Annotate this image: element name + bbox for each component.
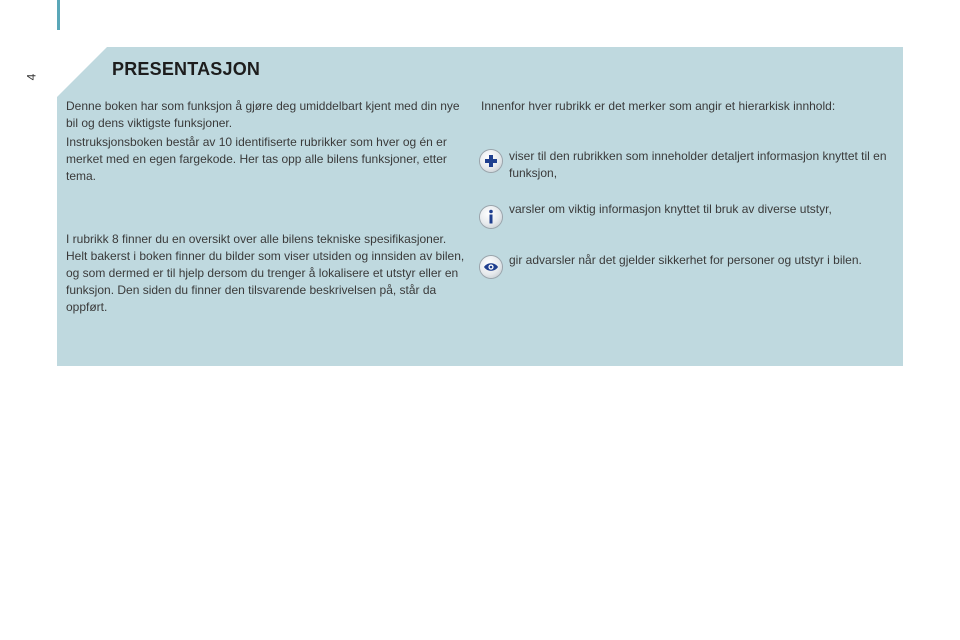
info-icon [480, 206, 502, 228]
specs-paragraph: I rubrikk 8 finner du en oversikt over alle bilens tekniske spesifikasjoner. Helt bakerst i boken finner du bilder som viser utsiden og innsiden av bilen, og som dermed er til hjelp dersom du trenger å lokalisere et utstyr eller en funksjon. Den siden du finner den tilsvarende beskrivelsen på, står da oppført. [66, 232, 465, 314]
legend-item-plus: viser til den rubrikken som inneholder detaljert informasjon knyttet til en funksjon, [509, 149, 887, 180]
plus-icon [480, 150, 502, 172]
page-number: 4 [24, 73, 39, 81]
section-tab-marker [57, 0, 60, 30]
hierarchy-intro: Innenfor hver rubrikk er det merker som angir et hierarkisk innhold: [481, 99, 836, 113]
page-title: PRESENTASJON [112, 59, 261, 79]
intro-paragraph: Denne boken har som funksjon å gjøre deg umiddelbart kjent med din nye bil og dens viktigste funksjoner. [66, 99, 460, 130]
legend-item-info: varsler om viktig informasjon knyttet til bruk av diverse utstyr, [509, 202, 832, 216]
sections-paragraph: Instruksjonsboken består av 10 identifiserte rubrikker som hver og én er merket med en egen fargekode. Her tas opp alle bilens funksjoner, etter tema. [66, 135, 447, 183]
legend-item-eye: gir advarsler når det gjelder sikkerhet for personer og utstyr i bilen. [509, 253, 862, 267]
eye-icon [480, 256, 502, 278]
